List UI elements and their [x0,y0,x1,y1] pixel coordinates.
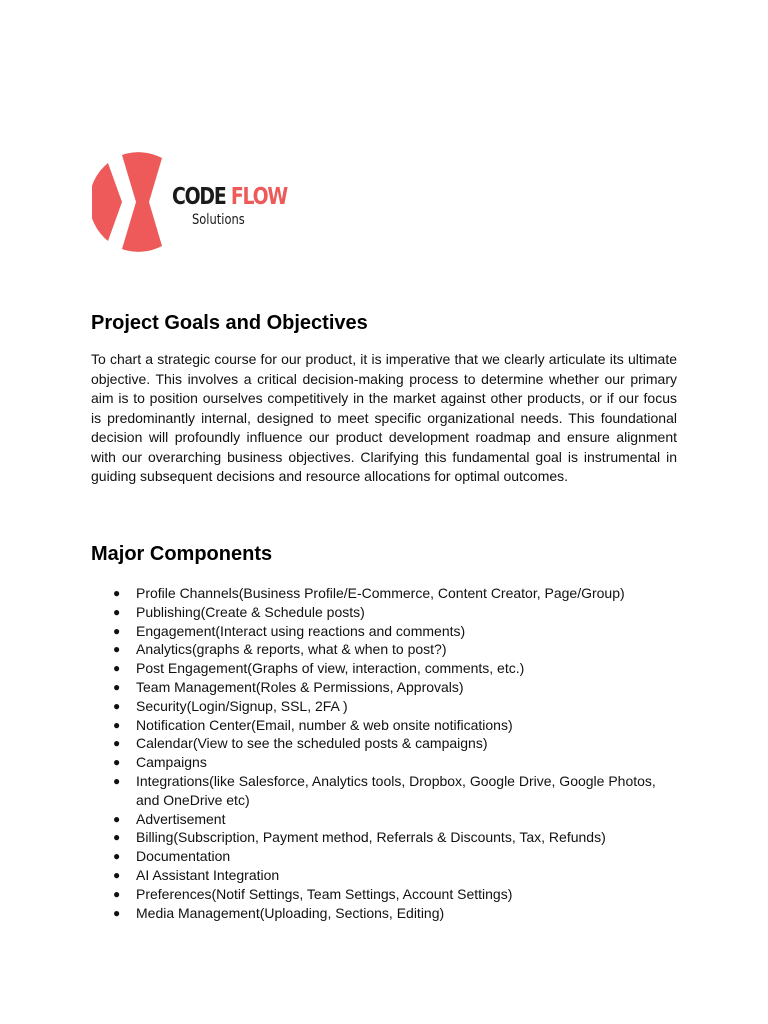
bullet-icon: ● [113,811,121,826]
list-item [91,734,691,753]
bullet-icon: ● [113,773,121,788]
list-item [91,716,691,735]
list-item-text: Integrations(like Salesforce, Analytics tools, Dropbox, Google Drive, Google Photos, and OneDrive etc) [136,772,656,808]
list-item-text: Preferences(Notif Settings, Team Settings, Account Settings) [136,885,513,902]
list-item [91,584,691,603]
list-item [91,603,691,622]
list-item [91,753,691,772]
list-item-text: AI Assistant Integration [136,866,280,883]
bullet-icon: ● [113,755,121,770]
logo-subtitle: Solutions [192,212,245,228]
list-item [91,640,691,659]
bullet-icon: ● [113,830,121,845]
list-item-text: Campaigns [136,754,207,771]
list-item [91,828,691,847]
list-item [91,847,691,866]
list-item [91,622,691,641]
list-item [91,904,691,923]
list-item-text: Notification Center(Email, number & web onsite notifications) [136,716,513,733]
company-logo [92,150,288,255]
bullet-icon: ● [113,604,121,619]
logo-word-code: CODE [172,184,226,210]
list-item-text: Billing(Subscription, Payment method, Referrals & Discounts, Tax, Refunds) [136,829,606,846]
list-item [91,772,691,810]
bullet-icon: ● [113,905,121,920]
list-item-text: Advertisement [136,810,226,827]
bullet-icon: ● [113,886,121,901]
bullet-icon: ● [113,642,121,657]
list-item [91,810,691,829]
bullet-icon: ● [113,867,121,882]
goals-heading: Project Goals and Objectives [91,312,368,334]
logo-word-flow: FLOW [230,184,288,210]
list-item-text: Profile Channels(Business Profile/E-Commerce, Content Creator, Page/Group) [136,585,625,601]
bullet-icon: ● [113,623,121,638]
bullet-icon: ● [113,717,121,732]
list-item [91,885,691,904]
bullet-icon: ● [113,849,121,864]
components-list [91,584,691,922]
list-item-text: Engagement(Interact using reactions and comments) [136,622,466,639]
list-item [91,659,691,678]
list-item-text: Publishing(Create & Schedule posts) [136,603,365,620]
list-item-text: Calendar(View to see the scheduled posts & campaigns) [136,735,488,752]
bullet-icon: ● [113,736,121,751]
components-heading: Major Components [91,543,273,565]
bullet-icon: ● [113,698,121,713]
goals-paragraph: To chart a strategic course for our product, it is imperative that we clearly articulate its ultimate objective. This involves a critical decision-making process to determine whether our primary aim is to position ourselves competitively in the market against other products, or if our focus is predominantly internal, designed to meet specific organizational needs. This foundational decision will profoundly influence our product development roadmap and ensure alignment with our overarching business objectives. Clarifying this fundamental goal is instrumental in guiding subsequent decisions and resource allocations for optimal outcomes. [91,351,677,484]
list-item-text: Team Management(Roles & Permissions, Approvals) [136,678,464,695]
bullet-icon: ● [113,586,121,600]
list-item-text: Post Engagement(Graphs of view, interaction, comments, etc.) [136,660,525,677]
logo-mark-icon [92,150,172,255]
list-item-text: Analytics(graphs & reports, what & when to post?) [136,641,447,658]
list-item [91,697,691,716]
list-item-text: Documentation [136,848,231,865]
logo-wordmark [172,184,312,228]
list-item-text: Media Management(Uploading, Sections, Editing) [136,904,445,921]
bullet-icon: ● [113,679,121,694]
list-item [91,866,691,885]
bullet-icon: ● [113,661,121,676]
list-item [91,678,691,697]
list-item-text: Security(Login/Signup, SSL, 2FA ) [136,697,348,714]
